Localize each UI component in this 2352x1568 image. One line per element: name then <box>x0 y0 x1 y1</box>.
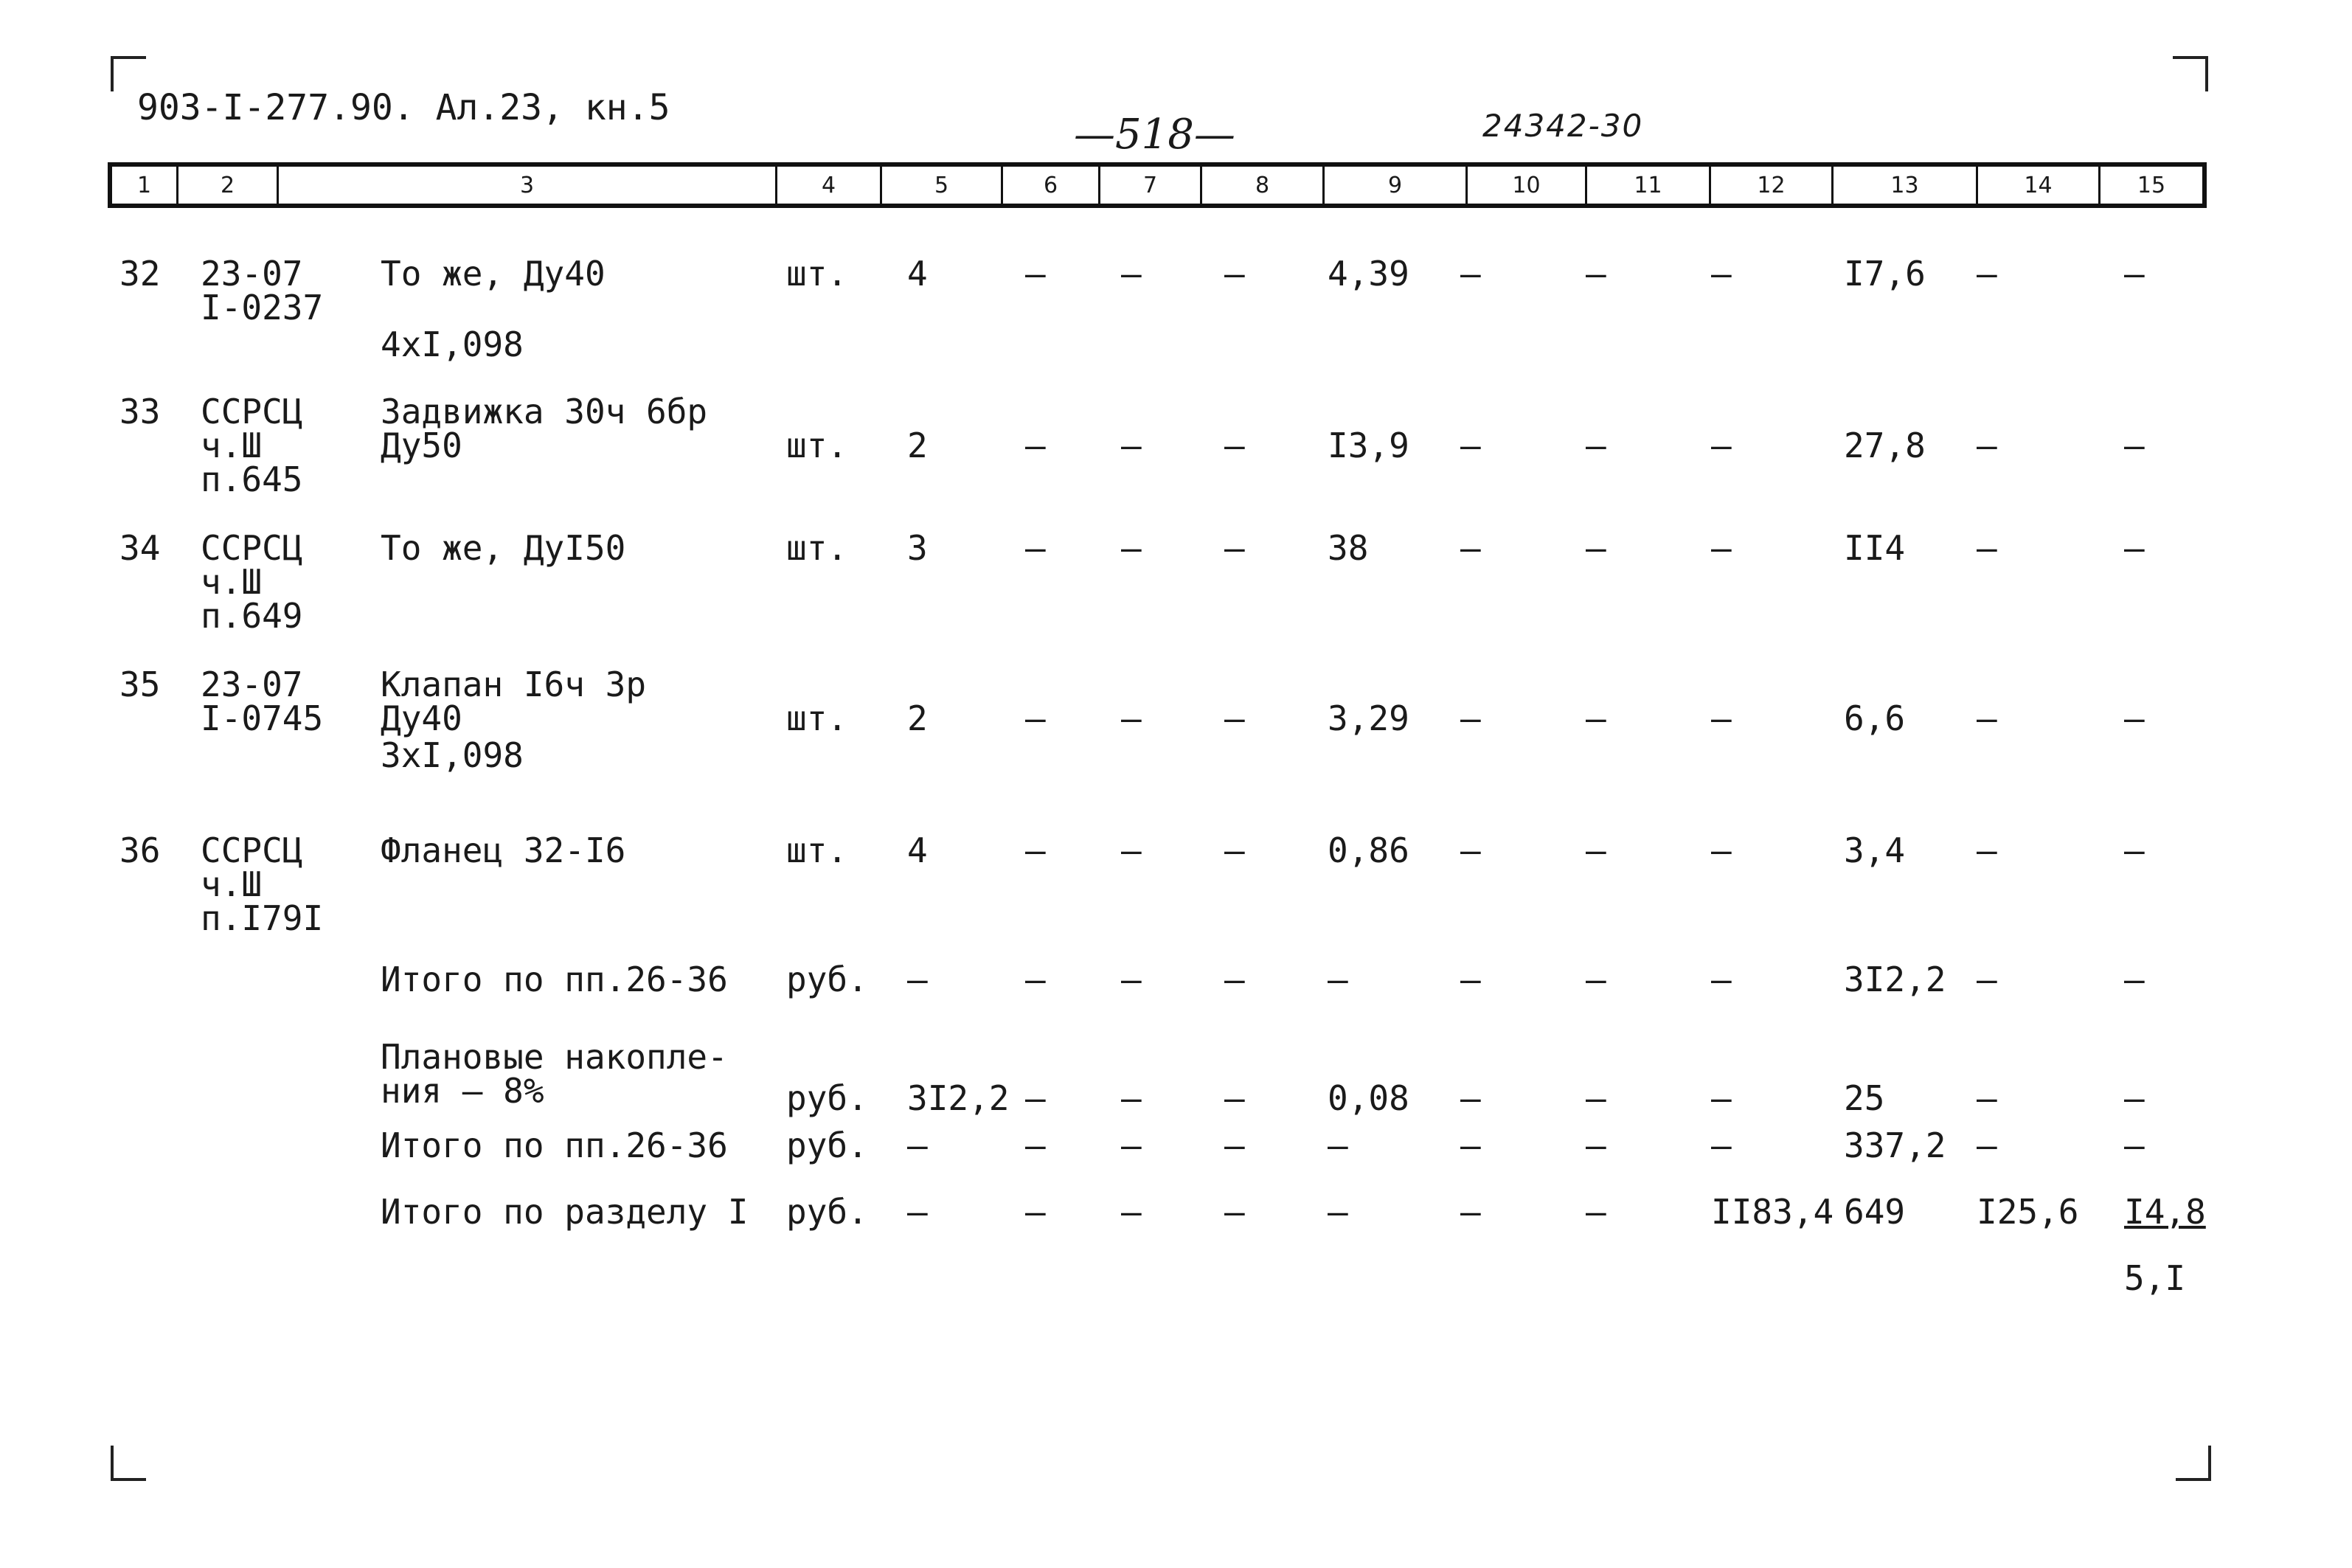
item-name: Итого по пп.26-36 <box>381 1125 728 1165</box>
value-col-7: – <box>1121 698 1142 738</box>
value-col-6: – <box>1025 960 1046 999</box>
value-col-14: – <box>1977 426 1997 465</box>
value-col-10: – <box>1460 1192 1481 1232</box>
column-header: 9 <box>1325 167 1468 204</box>
value-col-14: – <box>1977 698 1997 738</box>
unit: руб. <box>786 1192 868 1232</box>
price-code: ССРСЦ ч.Ш п.645 <box>201 392 303 499</box>
column-header: 15 <box>2137 172 2166 198</box>
value-col-14: – <box>1977 254 1997 294</box>
column-header: 10 <box>1468 167 1587 204</box>
value-col-7: – <box>1121 254 1142 294</box>
price-code: ССРСЦ ч.Ш п.649 <box>201 528 303 636</box>
total-cost: 649 <box>1844 1192 1906 1232</box>
item-name: Итого по пп.26-36 <box>381 960 728 999</box>
value-col-11: – <box>1586 830 1606 870</box>
column-header: 14 <box>1978 167 2101 204</box>
value-col-11: – <box>1586 698 1606 738</box>
value-col-7: – <box>1121 426 1142 465</box>
value-col-6: – <box>1025 1125 1046 1165</box>
value-col-7: – <box>1121 1125 1142 1165</box>
document-code: 903-I-277.90. Ал.23, кн.5 <box>137 87 670 128</box>
value-col-11: – <box>1586 1078 1606 1118</box>
total-cost: 6,6 <box>1844 698 1906 738</box>
quantity: 3 <box>907 528 928 568</box>
value-col-8: – <box>1224 1078 1245 1118</box>
value-col-8: – <box>1224 528 1245 568</box>
total-cost: 3I2,2 <box>1844 960 1946 999</box>
quantity-calculation-note: 3xI,098 <box>381 735 524 775</box>
unit: шт. <box>786 528 848 568</box>
value-col-15-denominator: 5,I <box>2124 1258 2186 1298</box>
unit: шт. <box>786 254 848 294</box>
value-col-15: – <box>2124 830 2145 870</box>
quantity: – <box>907 1192 928 1232</box>
total-cost: I7,6 <box>1844 254 1926 294</box>
value-col-12: – <box>1711 254 1732 294</box>
item-name: Задвижка 30ч 6бр Ду50 <box>381 392 708 465</box>
value-col-7: – <box>1121 960 1142 999</box>
column-header: 2 <box>178 167 279 204</box>
value-col-10: – <box>1460 1078 1481 1118</box>
value-col-14: – <box>1977 830 1997 870</box>
unit: шт. <box>786 698 848 738</box>
corner-mark-top-left <box>111 56 146 91</box>
column-header-row <box>108 162 2207 208</box>
quantity: 4 <box>907 254 928 294</box>
value-col-6: – <box>1025 1078 1046 1118</box>
value-col-14: – <box>1977 1078 1997 1118</box>
value-col-15: – <box>2124 960 2145 999</box>
value-col-15: – <box>2124 1078 2145 1118</box>
total-cost: II4 <box>1844 528 1906 568</box>
value-col-11: – <box>1586 426 1606 465</box>
value-col-15: I4,8 <box>2124 1192 2206 1232</box>
value-col-11: – <box>1586 254 1606 294</box>
value-col-15: – <box>2124 426 2145 465</box>
value-col-10: – <box>1460 698 1481 738</box>
column-header: 7 <box>1100 167 1202 204</box>
sheet-number: 24342-30 <box>1482 108 1644 144</box>
unit-price: – <box>1328 1125 1348 1165</box>
column-header: 4 <box>777 167 882 204</box>
row-number: 36 <box>119 830 161 870</box>
item-name: То же, ДуI50 <box>381 528 626 568</box>
value-col-10: – <box>1460 1125 1481 1165</box>
value-col-8: – <box>1224 698 1245 738</box>
value-col-10: – <box>1460 830 1481 870</box>
quantity: 2 <box>907 698 928 738</box>
value-col-7: – <box>1121 1192 1142 1232</box>
unit-price: 3,29 <box>1328 698 1409 738</box>
unit: руб. <box>786 1078 868 1118</box>
value-col-14: – <box>1977 528 1997 568</box>
unit: шт. <box>786 830 848 870</box>
column-header: 3 <box>279 167 777 204</box>
item-name: Клапан I6ч 3р Ду40 <box>381 665 647 738</box>
value-col-12: – <box>1711 960 1732 999</box>
value-col-12: – <box>1711 830 1732 870</box>
value-col-15: – <box>2124 254 2145 294</box>
value-col-12: – <box>1711 528 1732 568</box>
value-col-8: – <box>1224 960 1245 999</box>
unit-price: – <box>1328 1192 1348 1232</box>
value-col-14: – <box>1977 960 1997 999</box>
total-cost: 25 <box>1844 1078 1885 1118</box>
unit: шт. <box>786 426 848 465</box>
item-name: То же, Ду40 <box>381 254 606 294</box>
price-code: ССРСЦ ч.Ш п.I79I <box>201 830 324 938</box>
price-code: 23-07 I-0745 <box>201 665 324 738</box>
row-number: 32 <box>119 254 161 294</box>
value-col-14: I25,6 <box>1977 1192 2079 1232</box>
unit-price: 0,86 <box>1328 830 1409 870</box>
value-col-7: – <box>1121 830 1142 870</box>
value-col-10: – <box>1460 528 1481 568</box>
value-col-15: – <box>2124 698 2145 738</box>
page-number: —518— <box>1074 111 1235 159</box>
value-col-11: – <box>1586 1192 1606 1232</box>
value-col-6: – <box>1025 254 1046 294</box>
value-col-6: – <box>1025 426 1046 465</box>
value-col-12: II83,4 <box>1711 1192 1834 1232</box>
value-col-11: – <box>1586 960 1606 999</box>
column-header: 6 <box>1003 167 1100 204</box>
value-col-8: – <box>1224 1125 1245 1165</box>
quantity-calculation-note: 4xI,098 <box>381 325 524 364</box>
total-cost: 3,4 <box>1844 830 1906 870</box>
unit-price: I3,9 <box>1328 426 1409 465</box>
quantity: 4 <box>907 830 928 870</box>
value-col-8: – <box>1224 426 1245 465</box>
column-header: 5 <box>882 167 1003 204</box>
value-col-10: – <box>1460 254 1481 294</box>
value-col-6: – <box>1025 830 1046 870</box>
quantity: 3I2,2 <box>907 1078 1010 1118</box>
column-header: 13 <box>1834 167 1978 204</box>
value-col-6: – <box>1025 1192 1046 1232</box>
value-col-6: – <box>1025 528 1046 568</box>
corner-mark-top-right <box>2173 56 2208 91</box>
unit-price: 4,39 <box>1328 254 1409 294</box>
item-name: Плановые накопле- ния – 8% <box>381 1037 728 1111</box>
item-name: Итого по разделу I <box>381 1192 749 1232</box>
row-number: 35 <box>119 665 161 704</box>
value-col-8: – <box>1224 830 1245 870</box>
row-number: 33 <box>119 392 161 431</box>
price-code: 23-07 I-0237 <box>201 254 324 327</box>
row-number: 34 <box>119 528 161 568</box>
quantity: – <box>907 960 928 999</box>
column-header: 1 <box>112 167 178 204</box>
unit-price: – <box>1328 960 1348 999</box>
unit-price: 0,08 <box>1328 1078 1409 1118</box>
unit-price: 38 <box>1328 528 1369 568</box>
corner-mark-bottom-left <box>111 1446 146 1481</box>
value-col-11: – <box>1586 528 1606 568</box>
value-col-8: – <box>1224 254 1245 294</box>
value-col-14: – <box>1977 1125 1997 1165</box>
value-col-12: – <box>1711 698 1732 738</box>
value-col-7: – <box>1121 1078 1142 1118</box>
quantity: – <box>907 1125 928 1165</box>
value-col-15: – <box>2124 1125 2145 1165</box>
value-col-12: – <box>1711 1078 1732 1118</box>
value-col-8: – <box>1224 1192 1245 1232</box>
column-header: 11 <box>1587 167 1711 204</box>
unit: руб. <box>786 960 868 999</box>
value-col-10: – <box>1460 960 1481 999</box>
value-col-6: – <box>1025 698 1046 738</box>
column-header: 12 <box>1711 167 1834 204</box>
column-header: 8 <box>1202 167 1325 204</box>
value-col-11: – <box>1586 1125 1606 1165</box>
value-col-12: – <box>1711 426 1732 465</box>
unit: руб. <box>786 1125 868 1165</box>
value-col-7: – <box>1121 528 1142 568</box>
value-col-10: – <box>1460 426 1481 465</box>
item-name: Фланец 32-I6 <box>381 830 626 870</box>
total-cost: 337,2 <box>1844 1125 1946 1165</box>
corner-mark-bottom-right <box>2176 1446 2211 1481</box>
value-col-12: – <box>1711 1125 1732 1165</box>
total-cost: 27,8 <box>1844 426 1926 465</box>
quantity: 2 <box>907 426 928 465</box>
value-col-15: – <box>2124 528 2145 568</box>
